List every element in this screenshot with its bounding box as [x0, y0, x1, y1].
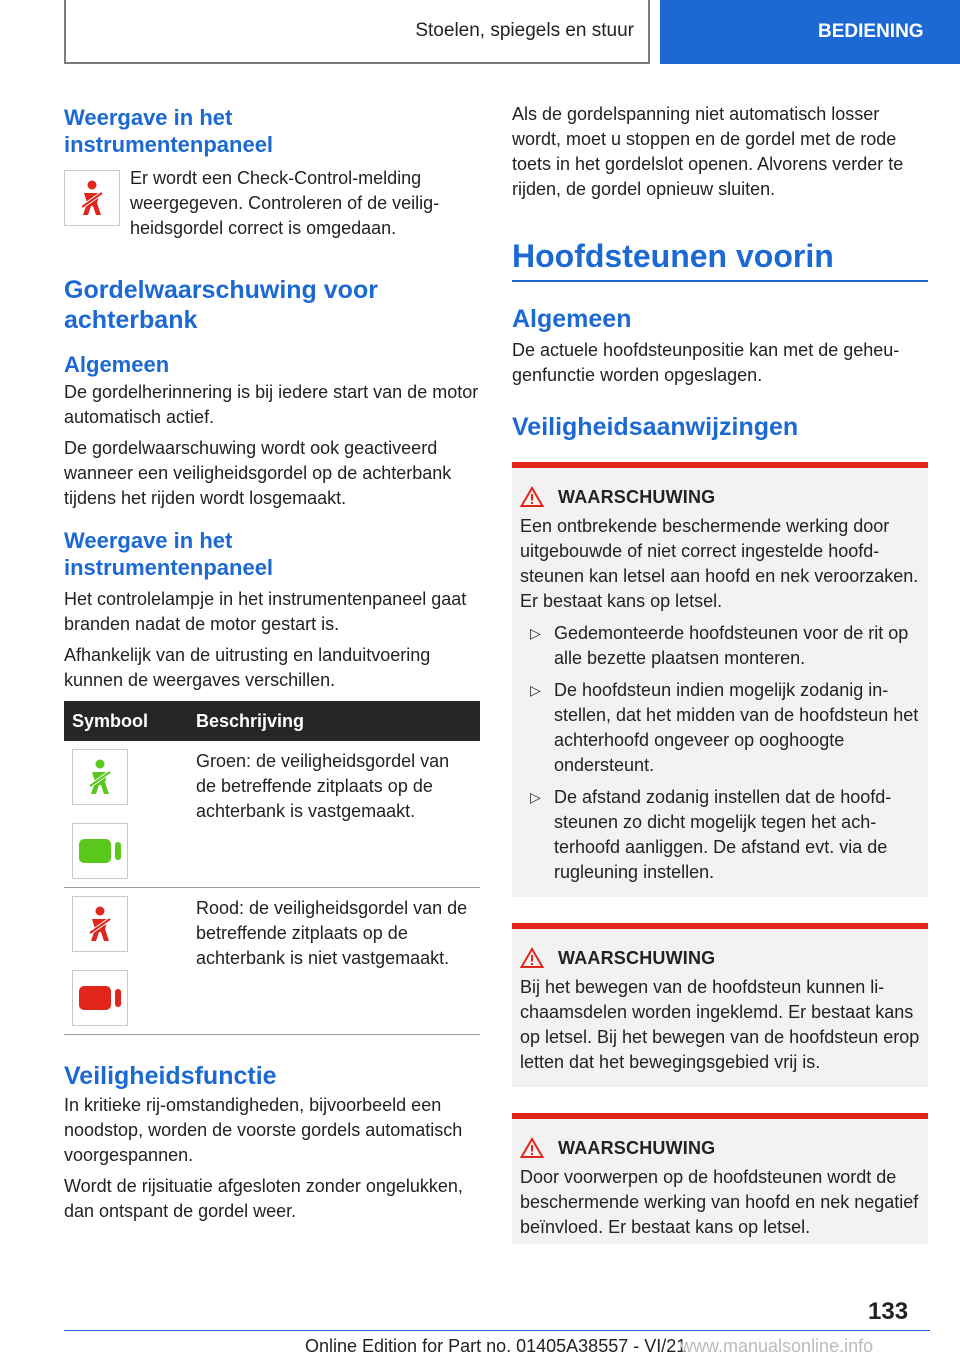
- warning-triangle-icon: [520, 1137, 544, 1159]
- warning-box: [512, 1113, 928, 1244]
- paragraph: De actuele hoofdsteunpositie kan met de geheugenfunctie worden opgeslagen.: [512, 340, 900, 385]
- warning-label: WAARSCHUWING: [558, 486, 716, 507]
- seatbelt-unfastened-icon: [72, 896, 128, 952]
- table-row: [64, 888, 480, 1035]
- section-title: Weergave in het instrumentenpaneel: [64, 528, 274, 580]
- header-section-title: Stoelen, spiegels en stuur: [415, 20, 634, 41]
- table-header-symbol: Symbool: [64, 701, 188, 741]
- paragraph: Het controlelampje in het instrumentenpaneel gaat branden nadat de motor gestart is.: [64, 589, 467, 634]
- warning-label: WAARSCHUWING: [558, 947, 716, 968]
- warning-box: [512, 462, 928, 897]
- subsection-title: Veiligheidsaanwijzingen: [512, 413, 799, 441]
- bullet-triangle-icon: ▷: [530, 682, 541, 698]
- left-column: [64, 104, 480, 1224]
- paragraph: De gordelwaarschuwing wordt ook geactiveerd wanneer een veiligheidsgordel op de achterbank tijdens het rijden wordt losgemaakt.: [64, 438, 452, 508]
- subsection-title: Algemeen: [512, 305, 632, 333]
- header-chapter: [660, 0, 960, 64]
- footer-divider: [64, 1330, 930, 1331]
- subsection-title: Algemeen: [64, 352, 170, 377]
- seatbelt-warning-icon: [64, 170, 120, 226]
- warning-label: WAARSCHUWING: [558, 1137, 716, 1158]
- right-column: [512, 104, 928, 1244]
- section-title: Weergave in het instrumentenpaneel: [64, 105, 274, 157]
- bullet-triangle-icon: ▷: [530, 789, 541, 805]
- warning-box: [512, 923, 928, 1087]
- watermark: www.manualsonline.info: [680, 1336, 874, 1356]
- seat-indicator-red-icon: [72, 970, 128, 1026]
- list-item: ▷ Gedemonteerde hoofdsteunen voor de rit op alle bezette plaatsen monteren.: [520, 621, 920, 671]
- list-item: ▷ De afstand zodanig instellen dat de hoofdsteunen zo dicht mogelijk tegen het achterhoofd aanliggen. De afstand evt. via de rugleuning instellen.: [520, 785, 920, 885]
- header-section: [64, 0, 650, 64]
- warning-text: Bij het bewegen van de hoofdsteun kunnen lichaamsdelen worden ingeklemd. Er bestaat kans op letsel. Bij het bewegen van de hoofdsteun erop letten dat het bewegingsgebied vrij is.: [520, 977, 920, 1072]
- table-header-description: Beschrijving: [188, 701, 480, 741]
- warning-text: Door voorwerpen op de hoofdsteunen wordt de beschermende werking van hoofd en nek negatief beïnvloed. Er bestaat kans op letsel.: [520, 1167, 919, 1237]
- bullet-triangle-icon: ▷: [530, 625, 541, 641]
- seat-indicator-green-icon: [72, 823, 128, 879]
- warning-text: Een ontbrekende beschermende werking door uitgebouwde of niet correct ingestelde hoofdsteunen kan letsel aan hoofd en nek veroorzaken. Er bestaat kans op letsel.: [520, 516, 919, 611]
- paragraph: In kritieke rij-omstandigheden, bijvoorbeeld een noodstop, worden de voorste gordels automatisch voorgespannen.: [64, 1095, 463, 1165]
- table-cell-description: Groen: de veiligheidsgordel van de betreffende zitplaats op de achterbank is vastgemaakt.: [188, 741, 480, 888]
- warning-triangle-icon: [520, 486, 544, 508]
- footer-edition: Online Edition for Part no. 01405A38557 - VI/21: [305, 1336, 687, 1356]
- seatbelt-fastened-icon: [72, 749, 128, 805]
- paragraph: Afhankelijk van de uitrusting en landuitvoering kunnen de weergaves verschillen.: [64, 645, 431, 690]
- check-control-text: Er wordt een Check-Control-melding weergegeven. Controleren of de veiligheidsgordel correct is omgedaan.: [130, 168, 440, 238]
- table-cell-description: Rood: de veiligheidsgordel van de betreffende zitplaats op de achterbank is niet vastgemaakt.: [188, 888, 480, 1035]
- page-number: 133: [868, 1298, 909, 1325]
- paragraph: De gordelherinnering is bij iedere start van de motor automatisch actief.: [64, 382, 479, 427]
- header-chapter-title: BEDIENING: [818, 21, 924, 42]
- paragraph: Als de gordelspanning niet automatisch losser wordt, moet u stoppen en de gordel met de rode toets in het gordelslot openen. Alvorens verder te rijden, de gordel opnieuw sluiten.: [512, 104, 904, 199]
- check-control-row: [64, 170, 480, 241]
- paragraph: Wordt de rijsituatie afgesloten zonder ongelukken, dan ontspant de gordel weer.: [64, 1176, 463, 1221]
- table-row: [64, 741, 480, 888]
- section-title: Gordelwaarschuwing voor achterbank: [64, 276, 378, 334]
- list-item: ▷ De hoofdsteun indien mogelijk zodanig instellen, dat het midden van de hoofdsteun het achterhoofd ongeveer op ooghoogte ondersteunt.: [520, 678, 920, 778]
- symbol-table: [64, 701, 480, 1035]
- section-title: Veiligheidsfunctie: [64, 1062, 277, 1090]
- warning-triangle-icon: [520, 947, 544, 969]
- chapter-heading: Hoofdsteunen voorin: [512, 236, 928, 282]
